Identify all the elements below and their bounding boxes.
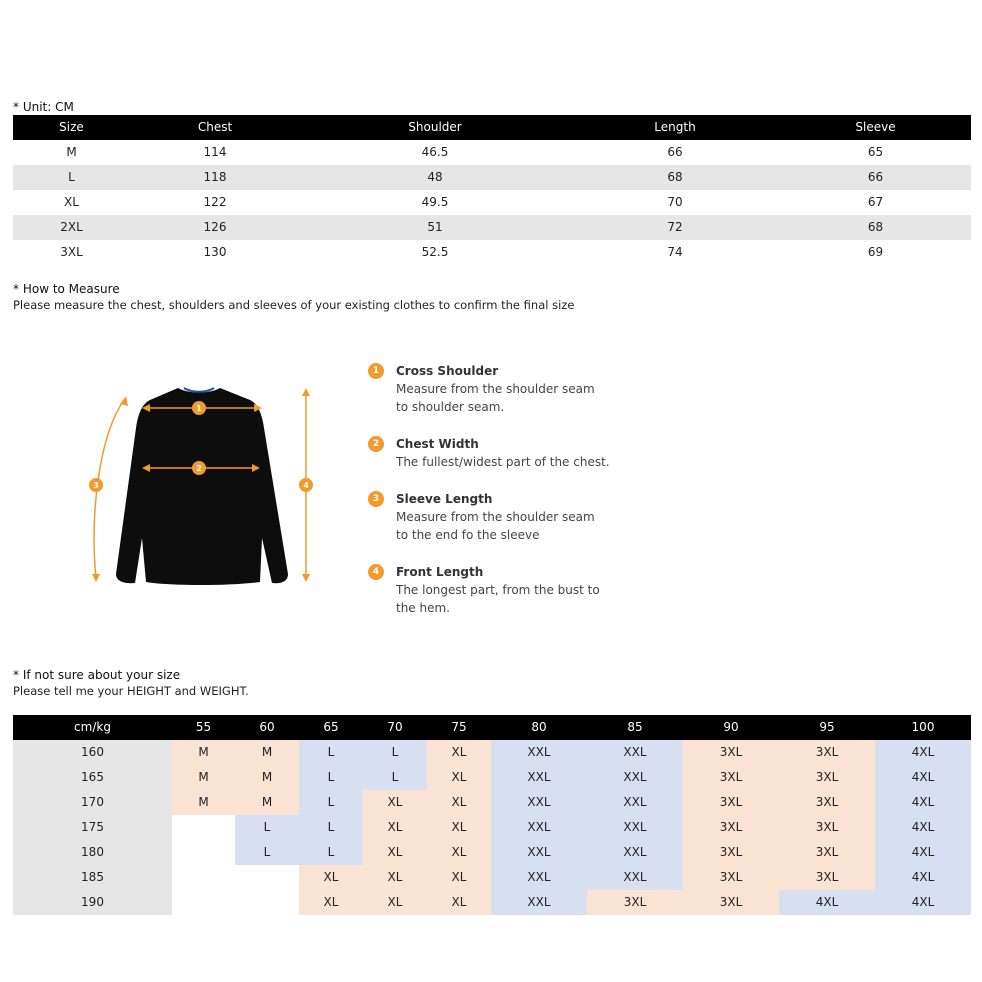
- size-recommendation-cell: XXL: [587, 865, 683, 890]
- height-cell: 165: [13, 765, 172, 790]
- size-recommendation-cell: L: [299, 740, 363, 765]
- size-recommendation-cell: XL: [363, 790, 427, 815]
- size-cell: 118: [130, 165, 300, 190]
- height-cell: 190: [13, 890, 172, 915]
- size-recommendation-cell: M: [172, 790, 235, 815]
- size-recommendation-cell: 4XL: [779, 890, 875, 915]
- measure-step: [368, 362, 668, 416]
- measure-step: [368, 490, 668, 544]
- size-cell: 49.5: [421, 195, 449, 209]
- size-recommendation-cell: 4XL: [875, 790, 971, 815]
- how-to-measure-subtitle: Please measure the chest, shoulders and sleeves of your existing clothes to confirm the final size: [13, 298, 575, 312]
- weight-header: 100: [875, 715, 971, 740]
- step-number-badge: 2: [368, 436, 384, 452]
- size-cell: 67: [867, 195, 884, 209]
- step-description: The fullest/widest part of the chest.: [396, 455, 610, 469]
- size-cell: 70: [667, 195, 683, 209]
- size-recommendation-cell: 3XL: [683, 890, 779, 915]
- size-recommendation-cell: M: [172, 740, 235, 765]
- size-recommendation-cell: 3XL: [683, 865, 779, 890]
- size-recommendation-cell: XL: [427, 815, 491, 840]
- step-title: Sleeve Length: [396, 492, 493, 506]
- size-recommendation-cell: L: [299, 840, 363, 865]
- sweater-measure-figure: [80, 378, 330, 593]
- size-recommendation-cell: [235, 890, 299, 915]
- size-recommendation-cell: 3XL: [779, 740, 875, 765]
- size-cell: L: [13, 165, 130, 190]
- size-recommendation-cell: 4XL: [875, 840, 971, 865]
- unit-label: * Unit: CM: [13, 100, 74, 114]
- size-cell: 68: [780, 215, 971, 240]
- size-recommendation-cell: 3XL: [683, 840, 779, 865]
- recommendation-row: [13, 765, 971, 790]
- size-recommendation-cell: XL: [427, 840, 491, 865]
- size-recommendation-cell: [172, 890, 235, 915]
- size-recommendation-cell: XL: [299, 865, 363, 890]
- size-recommendation-cell: XL: [363, 890, 427, 915]
- size-recommendation-cell: XL: [363, 840, 427, 865]
- size-recommendation-cell: XL: [363, 865, 427, 890]
- weight-header: 95: [779, 715, 875, 740]
- size-recommendation-cell: 3XL: [587, 890, 683, 915]
- size-recommendation-cell: 3XL: [683, 740, 779, 765]
- size-recommendation-cell: L: [363, 740, 427, 765]
- corner-cell: cm/kg: [13, 715, 172, 740]
- recommendation-row: [13, 865, 971, 890]
- size-recommendation-cell: 3XL: [683, 765, 779, 790]
- size-recommendation-cell: XL: [427, 740, 491, 765]
- size-recommendation-cell: XXL: [491, 765, 587, 790]
- marker-label: 3: [93, 481, 99, 490]
- recommendation-subtitle: Please tell me your HEIGHT and WEIGHT.: [13, 684, 249, 698]
- measure-steps-list: [368, 362, 668, 636]
- size-recommendation-cell: M: [235, 765, 299, 790]
- step-number-badge: 3: [368, 491, 384, 507]
- size-recommendation-cell: L: [299, 790, 363, 815]
- size-cell: 2XL: [13, 215, 130, 240]
- weight-header: 85: [587, 715, 683, 740]
- size-recommendation-cell: XXL: [491, 815, 587, 840]
- header-cell: Length: [570, 115, 780, 140]
- size-cell: M: [66, 145, 77, 159]
- size-recommendation-cell: XXL: [491, 740, 587, 765]
- measure-step: [368, 563, 668, 617]
- size-recommendation-cell: XXL: [587, 765, 683, 790]
- size-row: [13, 165, 971, 190]
- size-recommendation-cell: L: [235, 840, 299, 865]
- size-recommendation-cell: [172, 815, 235, 840]
- step-title: Cross Shoulder: [396, 364, 499, 378]
- marker-label: 4: [303, 481, 309, 490]
- weight-header: 80: [491, 715, 587, 740]
- size-recommendation-cell: XL: [427, 865, 491, 890]
- size-recommendation-cell: XL: [427, 765, 491, 790]
- size-recommendation-cell: 4XL: [875, 765, 971, 790]
- step-title: Chest Width: [396, 437, 479, 451]
- height-cell: 175: [13, 815, 172, 840]
- header-cell: Shoulder: [300, 115, 570, 140]
- size-cell: 68: [570, 165, 780, 190]
- size-cell: 65: [867, 145, 884, 159]
- size-recommendation-cell: L: [235, 815, 299, 840]
- weight-header: 60: [235, 715, 299, 740]
- size-recommendation-cell: 3XL: [779, 865, 875, 890]
- header-cell: Sleeve: [780, 115, 971, 140]
- size-recommendation-cell: [172, 865, 235, 890]
- recommendation-row: [13, 815, 971, 840]
- size-recommendation-cell: 4XL: [875, 740, 971, 765]
- recommendation-row: [13, 840, 971, 865]
- size-recommendation-cell: [172, 840, 235, 865]
- size-recommendation-cell: 3XL: [779, 840, 875, 865]
- size-recommendation-cell: M: [235, 740, 299, 765]
- weight-header: 70: [363, 715, 427, 740]
- size-recommendation-cell: 4XL: [875, 815, 971, 840]
- height-cell: 180: [13, 840, 172, 865]
- size-recommendation-cell: 3XL: [779, 790, 875, 815]
- size-cell: 114: [203, 145, 227, 159]
- size-row: [13, 215, 971, 240]
- size-recommendation-cell: 4XL: [875, 865, 971, 890]
- size-cell: 72: [570, 215, 780, 240]
- size-recommendation-cell: XL: [299, 890, 363, 915]
- sweater-figure: [80, 378, 330, 593]
- size-recommendation-cell: L: [363, 765, 427, 790]
- recommendation-row: [13, 890, 971, 915]
- size-chart-header: [13, 115, 971, 140]
- how-to-measure-title: * How to Measure: [13, 282, 120, 296]
- measure-step: [368, 435, 668, 471]
- size-cell: XL: [64, 195, 79, 209]
- size-cell: 66: [780, 165, 971, 190]
- size-recommendation-cell: XXL: [587, 790, 683, 815]
- height-cell: 160: [13, 740, 172, 765]
- size-cell: 51: [300, 215, 570, 240]
- sweater-shape: [116, 388, 288, 585]
- size-cell: 48: [300, 165, 570, 190]
- size-recommendation-cell: M: [172, 765, 235, 790]
- size-cell: 122: [203, 195, 227, 209]
- size-row: [13, 190, 971, 215]
- height-cell: 185: [13, 865, 172, 890]
- size-recommendation-cell: XXL: [491, 840, 587, 865]
- size-recommendation-cell: XXL: [491, 790, 587, 815]
- size-cell: 130: [203, 245, 227, 259]
- size-cell: 66: [667, 145, 683, 159]
- size-recommendation-cell: [235, 865, 299, 890]
- size-recommendation-cell: XL: [427, 790, 491, 815]
- step-description: Measure from the shoulder seam to the end fo the sleeve: [396, 510, 595, 542]
- size-recommendation-cell: XXL: [587, 815, 683, 840]
- size-recommendation-cell: L: [299, 815, 363, 840]
- marker-label: 2: [196, 464, 202, 473]
- size-recommendation-cell: XXL: [587, 840, 683, 865]
- size-recommendation-cell: M: [235, 790, 299, 815]
- size-cell: 69: [867, 245, 884, 259]
- step-number-badge: 1: [368, 363, 384, 379]
- weight-header: 65: [299, 715, 363, 740]
- weight-header: 75: [427, 715, 491, 740]
- size-recommendation-cell: XXL: [587, 740, 683, 765]
- size-recommendation-cell: 3XL: [683, 815, 779, 840]
- step-description: Measure from the shoulder seam to shoulder seam.: [396, 382, 595, 414]
- header-cell: Size: [13, 115, 130, 140]
- size-cell: 52.5: [421, 245, 449, 259]
- step-number-badge: 4: [368, 564, 384, 580]
- step-title: Front Length: [396, 565, 484, 579]
- height-cell: 170: [13, 790, 172, 815]
- weight-header: 90: [683, 715, 779, 740]
- size-cell: 46.5: [421, 145, 449, 159]
- size-recommendation-table: [13, 715, 971, 915]
- marker-label: 1: [196, 404, 202, 413]
- size-row: [13, 140, 971, 165]
- size-cell: 126: [130, 215, 300, 240]
- recommendation-row: [13, 740, 971, 765]
- size-chart-table: [13, 115, 971, 265]
- size-recommendation-cell: XL: [427, 890, 491, 915]
- size-recommendation-cell: 3XL: [779, 765, 875, 790]
- size-recommendation-cell: XXL: [491, 865, 587, 890]
- recommendation-title: * If not sure about your size: [13, 668, 181, 682]
- size-recommendation-cell: 4XL: [875, 890, 971, 915]
- size-recommendation-cell: XL: [363, 815, 427, 840]
- size-cell: 74: [667, 245, 683, 259]
- weight-header: 55: [172, 715, 235, 740]
- size-row: [13, 240, 971, 265]
- size-recommendation-cell: L: [299, 765, 363, 790]
- recommendation-header: [13, 715, 971, 740]
- step-description: The longest part, from the bust to the hem.: [396, 583, 600, 615]
- size-recommendation-cell: 3XL: [779, 815, 875, 840]
- header-cell: Chest: [130, 115, 300, 140]
- size-recommendation-cell: XXL: [491, 890, 587, 915]
- size-recommendation-cell: 3XL: [683, 790, 779, 815]
- size-cell: 3XL: [60, 245, 83, 259]
- recommendation-row: [13, 790, 971, 815]
